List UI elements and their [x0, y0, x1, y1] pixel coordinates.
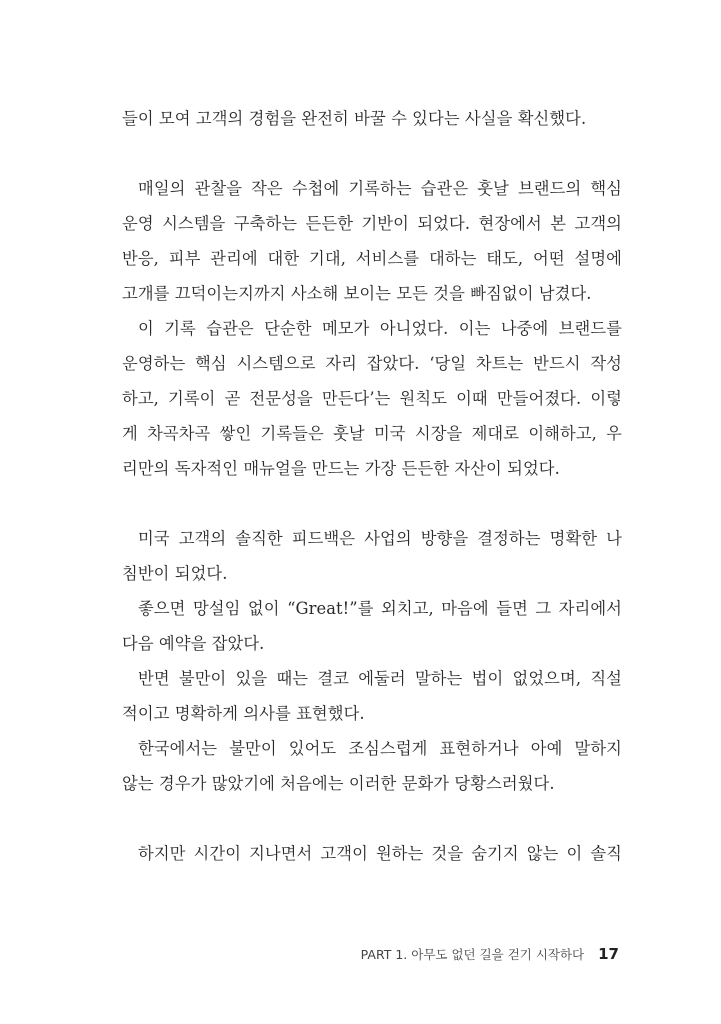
text-line: 고개를 끄덕이는지까지 사소해 보이는 모든 것을 빠짐없이 남겼다.: [122, 284, 592, 303]
running-head: PART 1. 아무도 없던 길을 걷기 시작하다: [360, 947, 585, 962]
text-line: 다음 예약을 잡았다.: [122, 634, 265, 653]
text-line: 운영하는 핵심 시스템으로 자리 잡았다. ‘당일 차트는 반드시 작성: [122, 354, 622, 373]
text-line: 하고, 기록이 곧 전문성을 만든다’는 원칙도 이때 만들어졌다. 이렇: [122, 389, 622, 408]
text-line: 적이고 명확하게 의사를 표현했다.: [122, 704, 365, 723]
text-line: 들이 모여 고객의 경험을 완전히 바꿀 수 있다는 사실을 확신했다.: [122, 109, 587, 128]
paragraph-gap: [122, 486, 622, 521]
text-line: 좋으면 망설임 없이 “Great!”를 외치고, 마음에 들면 그 자리에서: [138, 599, 622, 618]
paragraph-gap: [122, 801, 622, 836]
text-line: 반응, 피부 관리에 대한 기대, 서비스를 대하는 태도, 어떤 설명에: [122, 249, 622, 268]
text-line: 않는 경우가 많았기에 처음에는 이러한 문화가 당황스러웠다.: [122, 774, 555, 793]
text-line: 한국에서는 불만이 있어도 조심스럽게 표현하거나 아예 말하지: [138, 739, 622, 758]
page-footer: [361, 945, 619, 963]
text-line: 미국 고객의 솔직한 피드백은 사업의 방향을 결정하는 명확한 나: [138, 529, 622, 548]
text-line: 운영 시스템을 구축하는 든든한 기반이 되었다. 현장에서 본 고객의: [122, 214, 622, 233]
text-line: 리만의 독자적인 매뉴얼을 만드는 가장 든든한 자산이 되었다.: [122, 459, 560, 478]
text-line: 매일의 관찰을 작은 수첩에 기록하는 습관은 훗날 브랜드의 핵심: [138, 179, 622, 198]
text-line: 반면 불만이 있을 때는 결코 에둘러 말하는 법이 없었으며, 직설: [138, 669, 622, 688]
text-line: 게 차곡차곡 쌓인 기록들은 훗날 미국 시장을 제대로 이해하고, 우: [122, 424, 622, 443]
paragraph-gap: [122, 136, 622, 171]
body-text: [122, 101, 622, 871]
text-line: 이 기록 습관은 단순한 메모가 아니었다. 이는 나중에 브랜드를: [138, 319, 622, 338]
text-line: 하지만 시간이 지나면서 고객이 원하는 것을 숨기지 않는 이 솔직: [138, 844, 622, 863]
text-line: 침반이 되었다.: [122, 564, 228, 583]
page-number: 17: [598, 945, 619, 963]
